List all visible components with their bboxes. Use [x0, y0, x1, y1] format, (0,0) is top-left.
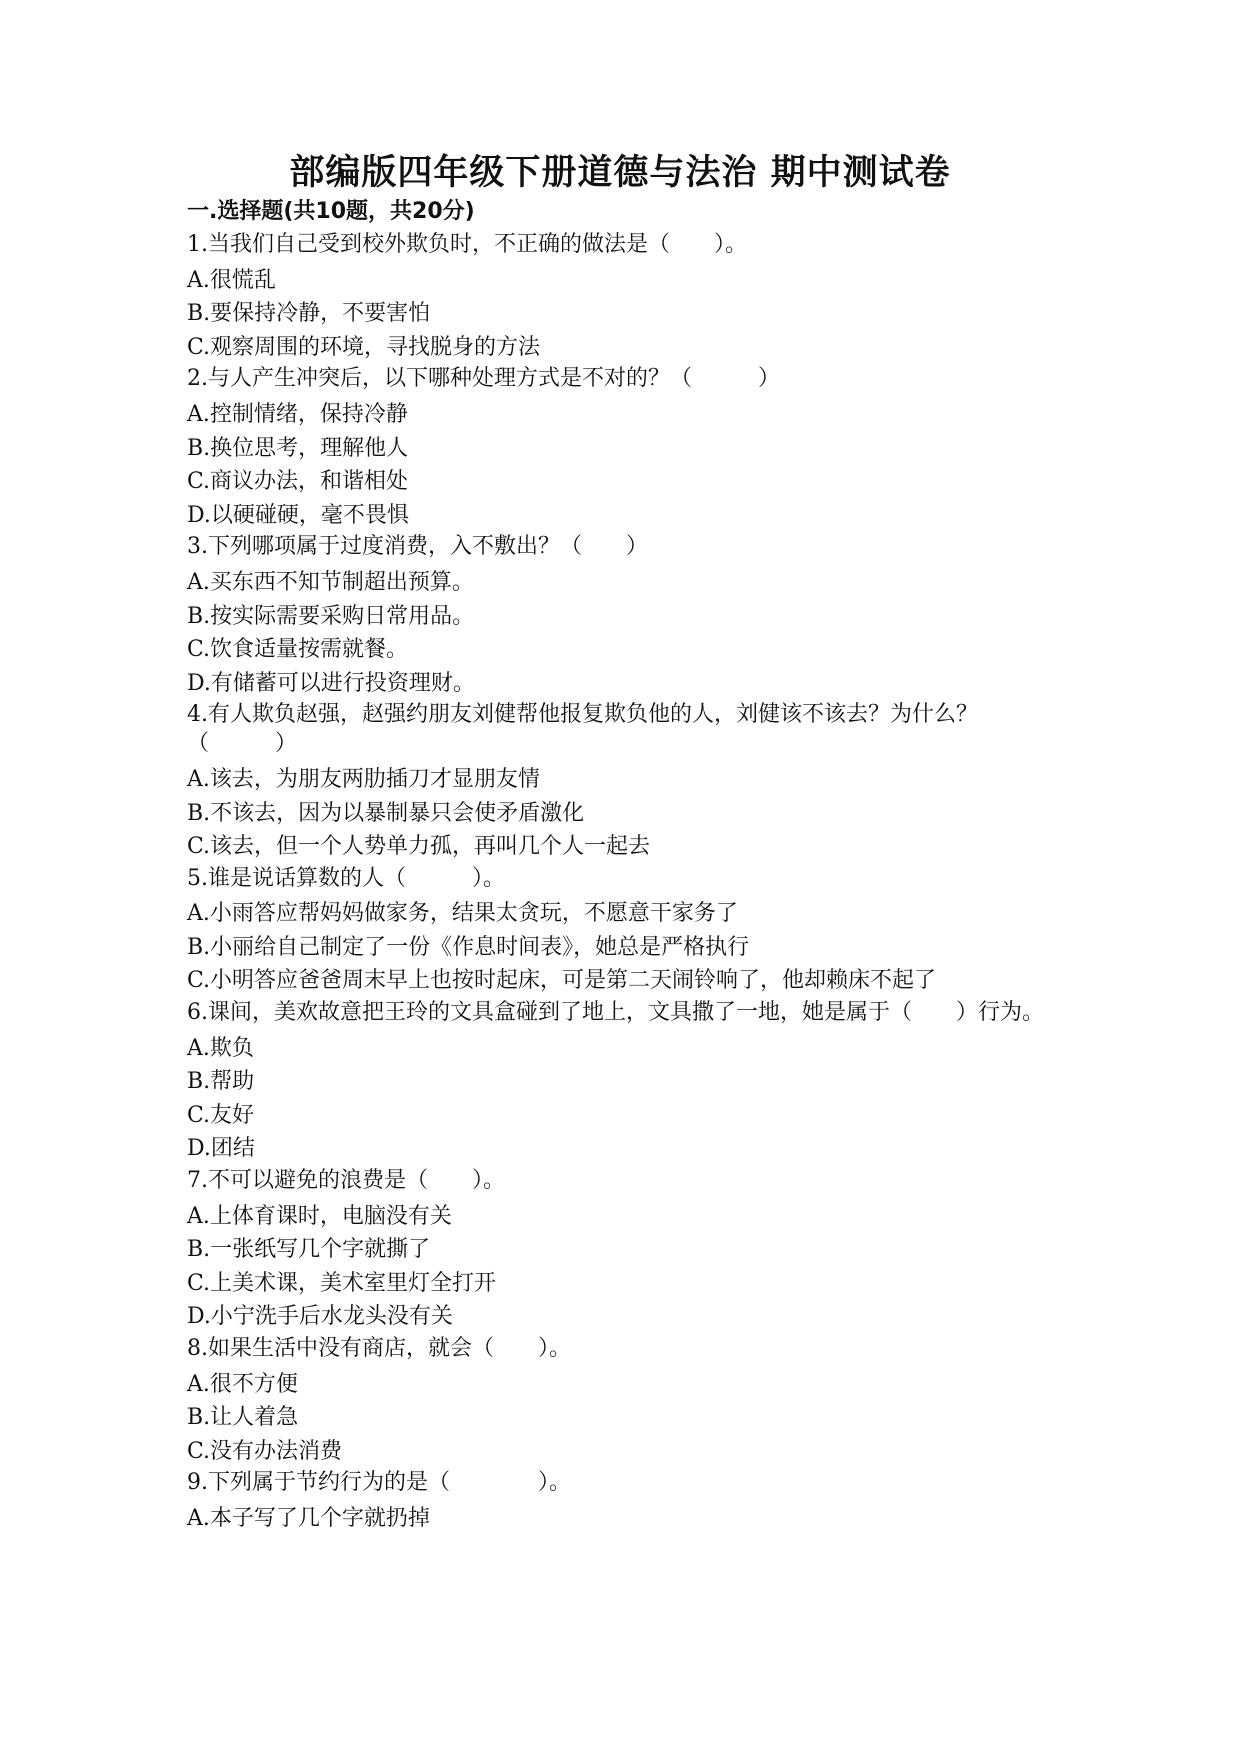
- option: B.让人着急: [187, 1405, 299, 1431]
- question: [187, 1334, 1047, 1468]
- option: A.该去，为朋友两肋插刀才显朋友情: [187, 766, 540, 792]
- option: B.不该去，因为以暴制暴只会使矛盾激化: [187, 800, 585, 826]
- question: [187, 1468, 1047, 1535]
- question-text: 5.谁是说话算数的人（ ）。: [187, 865, 505, 891]
- option: D.团结: [187, 1136, 255, 1162]
- question: [187, 1166, 1047, 1334]
- option: A.上体育课时，电脑没有关: [187, 1203, 452, 1229]
- question: [187, 364, 1047, 532]
- question-text: 7.不可以避免的浪费是（ ）。: [187, 1168, 505, 1194]
- option: B.按实际需要采购日常用品。: [187, 603, 475, 629]
- question-text: 9.下列属于节约行为的是（ ）。: [187, 1470, 571, 1496]
- question-text: 4.有人欺负赵强，赵强约朋友刘健帮他报复欺负他的人，刘健该不该去？为什么？（ ）: [187, 702, 978, 757]
- option: C.商议办法，和谐相处: [187, 469, 409, 495]
- question: [187, 700, 1047, 863]
- option: D.小宁洗手后水龙头没有关: [187, 1304, 453, 1330]
- option: C.该去，但一个人势单力孤，再叫几个人一起去: [187, 834, 651, 860]
- question: [187, 864, 1047, 998]
- question: [187, 998, 1047, 1166]
- option: B.一张纸写几个字就撕了: [187, 1237, 431, 1263]
- option: B.要保持冷静，不要害怕: [187, 301, 431, 327]
- section-heading: 一.选择题(共10题，共20分): [187, 199, 475, 224]
- question: [187, 230, 1047, 364]
- option: A.很慌乱: [187, 267, 276, 293]
- option: D.有储蓄可以进行投资理财。: [187, 670, 475, 696]
- question: [187, 532, 1047, 700]
- option: A.很不方便: [187, 1371, 298, 1397]
- question-text: 6.课间，美欢故意把王玲的文具盒碰到了地上，文具撒了一地，她是属于（ ）行为。: [187, 1000, 1044, 1026]
- option: A.本子写了几个字就扔掉: [187, 1505, 430, 1531]
- option: A.欺负: [187, 1035, 254, 1061]
- option: D.以硬碰硬，毫不畏惧: [187, 502, 409, 528]
- option: A.小雨答应帮妈妈做家务，结果太贪玩，不愿意干家务了: [187, 901, 738, 927]
- question-list: [187, 230, 1047, 1536]
- option: B.小丽给自己制定了一份《作息时间表》，她总是严格执行: [187, 934, 750, 960]
- option: C.上美术课，美术室里灯全打开: [187, 1270, 497, 1296]
- option: C.观察周围的环境，寻找脱身的方法: [187, 334, 541, 360]
- option: B.帮助: [187, 1069, 255, 1095]
- option: C.友好: [187, 1102, 255, 1128]
- option: A.买东西不知节制超出预算。: [187, 569, 474, 595]
- page-title: 部编版四年级下册道德与法治 期中测试卷: [289, 153, 951, 193]
- question-text: 3.下列哪项属于过度消费，入不敷出？（ ）: [187, 534, 648, 560]
- question-text: 2.与人产生冲突后，以下哪种处理方式是不对的？（ ）: [187, 366, 780, 392]
- option: A.控制情绪，保持冷静: [187, 401, 408, 427]
- option: C.没有办法消费: [187, 1438, 343, 1464]
- option: C.小明答应爸爸周末早上也按时起床，可是第二天闹铃响了，他却赖床不起了: [187, 968, 937, 994]
- option: C.饮食适量按需就餐。: [187, 637, 409, 663]
- option: B.换位思考，理解他人: [187, 435, 409, 461]
- question-text: 8.如果生活中没有商店，就会（ ）。: [187, 1336, 571, 1361]
- question-text: 1.当我们自己受到校外欺负时，不正确的做法是（ ）。: [187, 232, 747, 257]
